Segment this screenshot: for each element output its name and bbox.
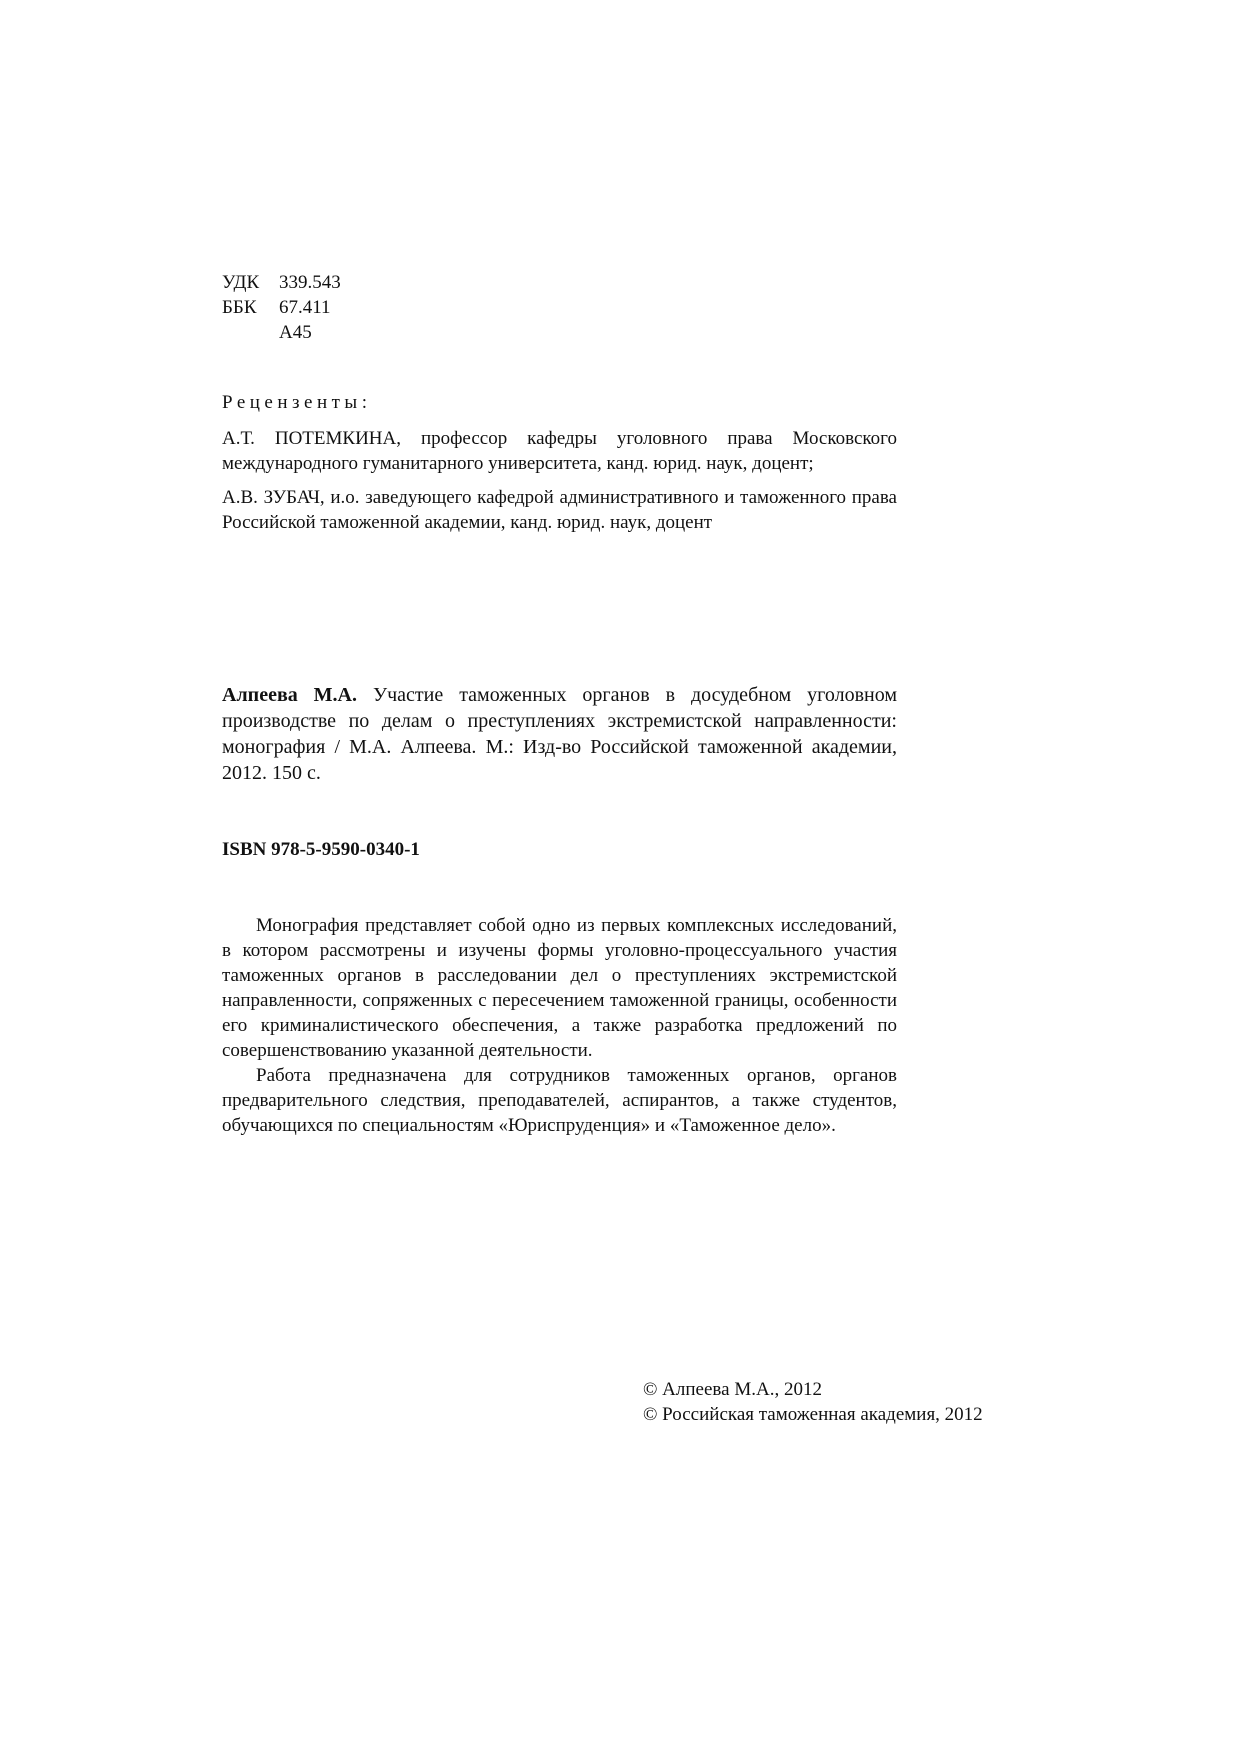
classification-codes — [222, 270, 341, 345]
annotation — [222, 913, 897, 1138]
bibliographic-record — [222, 682, 897, 786]
udk-value: 339.543 — [279, 272, 341, 293]
annotation-paragraph: Монография представляет собой одно из первых комплексных исследований, в котором рассмотрены и изучены формы уголовно-процессуального участия таможенных органов в расследовании дел о преступлениях экстремистской направленности, сопряженных с пересечением таможенной границы, особенности его криминалистического обеспечения, а также разработка предложений по совершенствованию указанной деятельности. — [222, 915, 897, 1061]
reviewer-item: А.Т. ПОТЕМКИНА, профессор кафедры уголовного права Московского международного гуманитарного университета, канд. юрид. наук, доцент; — [222, 428, 897, 474]
copyright-line: © Российская таможенная академия, 2012 — [643, 1404, 983, 1425]
reviewer-item: А.В. ЗУБАЧ, и.о. заведующего кафедрой административного и таможенного права Российской таможенной академии, канд. юрид. наук, доцент — [222, 487, 897, 533]
bibliographic-author: Алпеева М.А. — [222, 684, 358, 706]
bbk-row — [222, 295, 341, 320]
udk-row — [222, 270, 341, 295]
annotation-paragraph: Работа предназначена для сотрудников таможенных органов, органов предварительного следствия, преподавателей, аспирантов, а также студентов, обучающихся по специальностям «Юриспруденция» и «Таможенное дело». — [222, 1065, 897, 1136]
author-mark-row — [222, 320, 341, 345]
copyright-line: © Алпеева М.А., 2012 — [643, 1379, 822, 1400]
bibliographic-description: Участие таможенных органов в досудебном уголовном производстве по делам о преступлениях экстремистской направленности: монография / М.А. Алпеева. М.: Изд-во Российской таможенной академии, 2012. 150 с. — [222, 684, 898, 784]
isbn: ISBN 978-5-9590-0340-1 — [222, 839, 420, 860]
bibliographic-text — [222, 682, 897, 786]
reviewers-heading: Рецензенты: — [222, 392, 372, 413]
copyright-notice — [643, 1377, 983, 1427]
bbk-value: 67.411 — [279, 297, 331, 318]
udk-label: УДК — [222, 272, 260, 293]
bbk-label: ББК — [222, 297, 257, 318]
author-mark: А45 — [279, 322, 312, 343]
reviewers-list — [222, 426, 897, 544]
